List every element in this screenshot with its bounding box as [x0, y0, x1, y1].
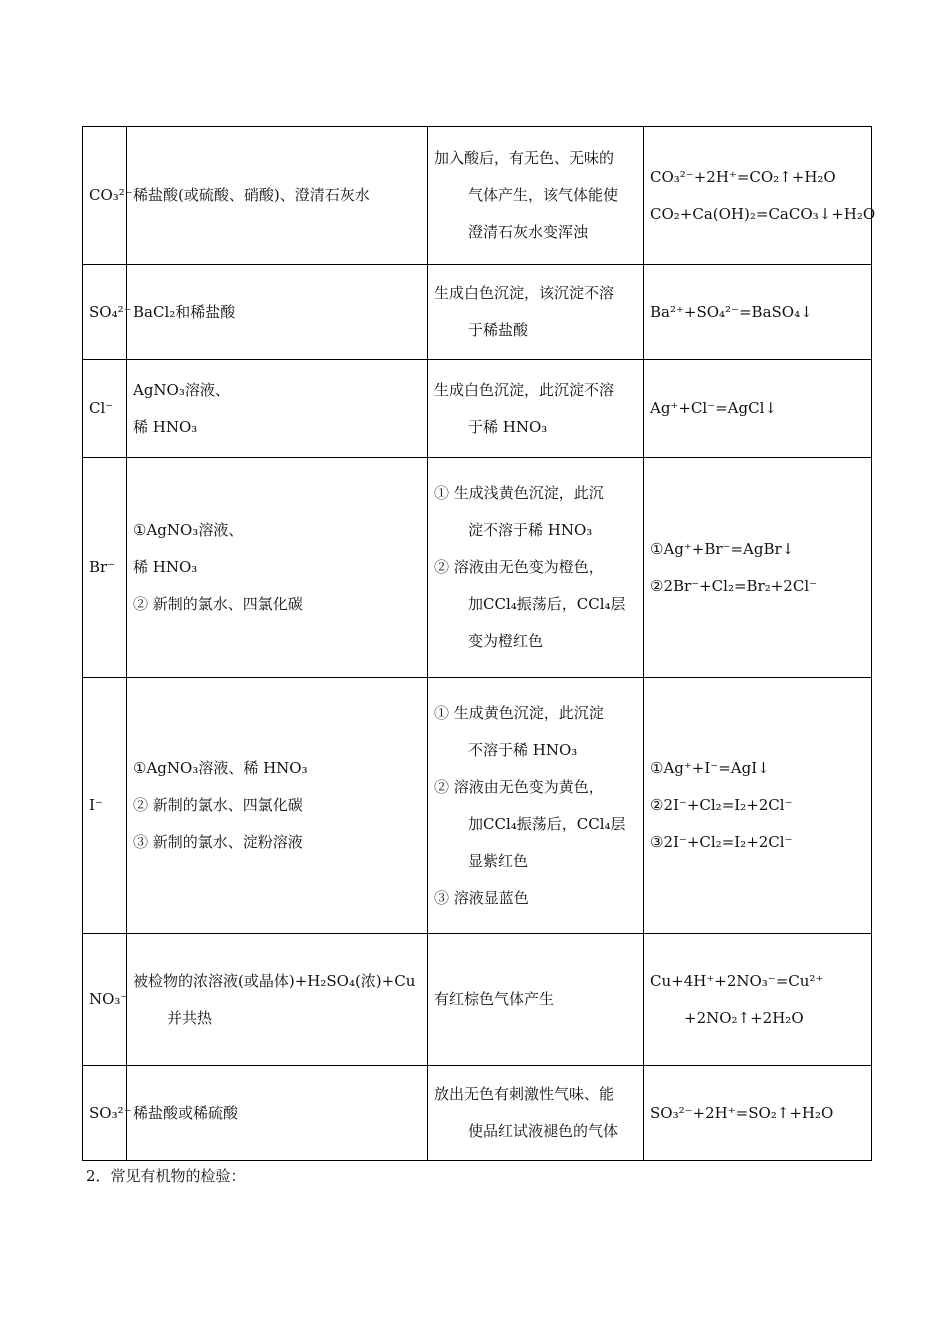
observation-line: 放出无色有刺激性气味、能 [434, 1085, 615, 1103]
reagent-line: ② 新制的氯水、四氯化碳 [133, 796, 303, 814]
observation-line: 加CCl₄振荡后，CCl₄层 [468, 595, 626, 613]
observation-line: 澄清石灰水变浑浊 [468, 223, 589, 241]
observation-line: 气体产生，该气体能使 [468, 186, 619, 204]
table-row [83, 678, 872, 934]
equation-cell [644, 127, 876, 265]
observation-cell [428, 678, 644, 934]
observation-cell [428, 265, 644, 360]
reagent-line: 稀盐酸或稀硫酸 [133, 1103, 239, 1122]
table-row [83, 265, 872, 360]
table-row [83, 458, 872, 678]
reagent-line: 稀 HNO₃ [133, 417, 198, 436]
ion-test-table-body [83, 127, 876, 1161]
table-row [83, 360, 872, 458]
table-row [83, 1066, 872, 1161]
ion-cell: SO₃²⁻ [83, 1066, 127, 1161]
equation-line: Ag⁺+Cl⁻=AgCl↓ [650, 399, 777, 417]
equation-cell [644, 678, 872, 934]
reagent-line: 稀盐酸(或硫酸、硝酸)、澄清石灰水 [133, 186, 370, 204]
equation-line: ②2Br⁻+Cl₂=Br₂+2Cl⁻ [650, 576, 818, 595]
equation-cell [644, 458, 872, 678]
reagent-cell [127, 127, 428, 265]
observation-cell [428, 127, 644, 265]
equation-line: ②2I⁻+Cl₂=I₂+2Cl⁻ [650, 796, 793, 814]
observation-line: 有红棕色气体产生 [434, 990, 555, 1008]
observation-line: 于稀 HNO₃ [468, 417, 548, 436]
observation-line: ③ 溶液显蓝色 [434, 888, 529, 907]
observation-line: 生成白色沉淀，此沉淀不溶 [434, 380, 615, 399]
section-heading: 2．常见有机物的检验： [86, 1167, 246, 1185]
reagent-cell [127, 265, 428, 360]
reagent-line: 稀 HNO₃ [133, 558, 198, 576]
reagent-line: ③ 新制的氯水、淀粉溶液 [133, 833, 303, 851]
observation-cell [428, 934, 644, 1066]
equation-line: ③2I⁻+Cl₂=I₂+2Cl⁻ [650, 833, 793, 851]
reagent-line: ①AgNO₃溶液、稀 HNO₃ [133, 759, 308, 777]
observation-line: ① 生成浅黄色沉淀，此沉 [434, 484, 604, 502]
equation-cell [644, 934, 872, 1066]
equation-line: CO₃²⁻+2H⁺=CO₂↑+H₂O [650, 167, 836, 186]
observation-line: 加入酸后，有无色、无味的 [434, 149, 615, 167]
equation-line: SO₃²⁻+2H⁺=SO₂↑+H₂O [650, 1103, 834, 1122]
ion-cell: NO₃⁻ [83, 934, 127, 1066]
ion-test-table [82, 126, 876, 1161]
equation-line: Cu+4H⁺+2NO₃⁻=Cu²⁺ [650, 971, 824, 990]
equation-line: ①Ag⁺+I⁻=AgI↓ [650, 759, 770, 777]
table-row [83, 127, 872, 265]
observation-line: 变为橙红色 [468, 632, 544, 650]
ion-cell: Br⁻ [83, 458, 127, 678]
observation-cell [428, 360, 644, 458]
observation-line: 不溶于稀 HNO₃ [468, 740, 578, 759]
observation-line: 生成白色沉淀，该沉淀不溶 [434, 284, 615, 302]
observation-line: ② 溶液由无色变为黄色， [434, 777, 604, 796]
observation-cell [428, 458, 644, 678]
reagent-cell [127, 678, 428, 934]
reagent-line: ①AgNO₃溶液、 [133, 521, 244, 539]
equation-cell [644, 360, 872, 458]
observation-cell [428, 1066, 644, 1161]
equation-line: CO₂+Ca(OH)₂=CaCO₃↓+H₂O [650, 204, 876, 223]
reagent-cell [127, 458, 428, 678]
reagent-line: AgNO₃溶液、 [133, 380, 230, 399]
ion-cell: SO₄²⁻ [83, 265, 127, 360]
reagent-line: 并共热 [167, 1008, 213, 1027]
equation-line: +2NO₂↑+2H₂O [684, 1008, 804, 1027]
ion-cell: I⁻ [83, 678, 127, 934]
observation-line: 加CCl₄振荡后，CCl₄层 [468, 814, 626, 833]
observation-line: 使品红试液褪色的气体 [468, 1122, 619, 1140]
equation-line: Ba²⁺+SO₄²⁻=BaSO₄↓ [650, 302, 813, 321]
equation-line: ①Ag⁺+Br⁻=AgBr↓ [650, 539, 795, 558]
observation-line: 于稀盐酸 [468, 321, 529, 339]
observation-line: 显紫红色 [468, 851, 529, 870]
observation-line: ① 生成黄色沉淀，此沉淀 [434, 703, 604, 722]
observation-line: ② 溶液由无色变为橙色， [434, 558, 604, 576]
table-row [83, 934, 872, 1066]
reagent-cell [127, 934, 428, 1066]
ion-cell: Cl⁻ [83, 360, 127, 458]
equation-cell [644, 1066, 872, 1161]
reagent-line: 被检物的浓溶液(或晶体)+H₂SO₄(浓)+Cu [133, 971, 416, 990]
reagent-line: ② 新制的氯水、四氯化碳 [133, 595, 303, 613]
observation-line: 淀不溶于稀 HNO₃ [468, 521, 593, 539]
ion-cell: CO₃²⁻ [83, 127, 127, 265]
reagent-cell [127, 1066, 428, 1161]
reagent-cell [127, 360, 428, 458]
equation-cell [644, 265, 872, 360]
reagent-line: BaCl₂和稀盐酸 [133, 302, 236, 321]
